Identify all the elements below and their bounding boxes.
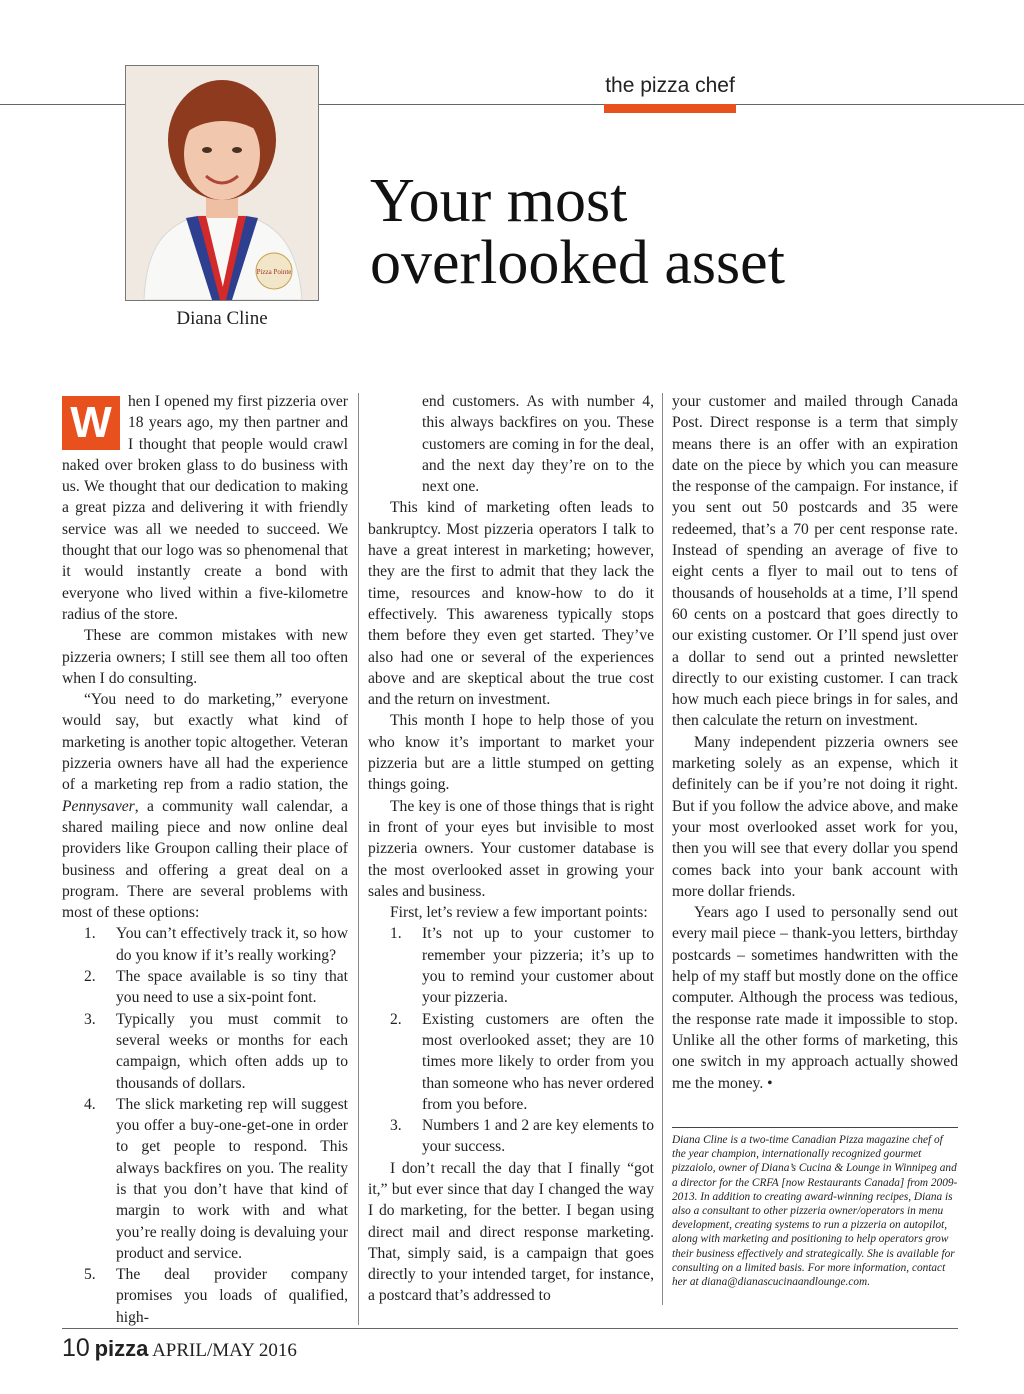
issue-date: APRIL/MAY 2016	[152, 1340, 297, 1361]
article-column-2	[368, 391, 654, 1307]
magazine-name: pizza	[94, 1336, 149, 1361]
list-item	[62, 966, 348, 1009]
paragraph-7: First, let’s review a few important points:	[390, 904, 648, 922]
list-number: 3.	[84, 1010, 96, 1028]
list-text: It’s not up to your customer to remember your pizzeria; it’s up to you to remind your customer about your pizzeria.	[422, 925, 654, 1007]
list-item	[62, 1094, 348, 1264]
list-text: The slick marketing rep will suggest you offer a buy-one-get-one in order to get people to respond. This always backfires on you. The reality is that you don’t have that kind of margin to work with and what you’re really doing is devaluing your product and service.	[116, 1095, 348, 1262]
list-number: 1.	[390, 925, 402, 943]
list-item	[368, 1009, 654, 1115]
list-number: 2.	[390, 1010, 402, 1028]
list-number: 4.	[84, 1095, 96, 1113]
column-divider	[662, 393, 663, 1305]
list-item	[62, 923, 348, 966]
folio	[62, 1334, 297, 1363]
paragraph-3-text-a: “You need to do marketing,” everyone would say, but exactly what kind of marketing is another topic altogether. Veteran pizzeria owners have all had the experience of a marketing rep from a radio station, the	[62, 691, 348, 794]
list-number: 1.	[84, 925, 96, 943]
section-label: the pizza chef	[605, 74, 735, 97]
paragraph-1-text: hen I opened my first pizzeria over 18 years ago, my then partner and I thought that people would crawl naked over broken glass to do business with us. We thought that our dedication to making a great pizza and delivering it with friendly service was all we needed to succeed. We thought that our logo was so phenomenal that it would instantly create a bond with everyone who lived within a five-kilometre radius of the store.	[62, 393, 348, 623]
page-number: 10	[62, 1334, 90, 1362]
list-continuation: end customers. As with number 4, this always backfires on you. These customers are coming in for the deal, and the next day they’re on to the next one.	[422, 393, 654, 496]
paragraph-1	[62, 391, 348, 625]
list-item	[368, 923, 654, 1008]
section-accent-bar	[604, 104, 736, 113]
paragraph-4: This kind of marketing often leads to bankruptcy. Most pizzeria operators I talk to have a great interest in marketing; however, they are the first to admit that they lack the time, resources and know-how to do it effectively. This awareness typically stops them before they even get started. They’ve also had one or several of the experiences above and are skeptical about the true cost and the return on investment.	[368, 499, 654, 709]
list-text: Typically you must commit to several weeks or months for each campaign, which often adds up to thousands of dollars.	[116, 1010, 348, 1092]
points-list	[368, 923, 654, 1157]
column-divider	[358, 393, 359, 1325]
list-text: The space available is so tiny that you need to use a six-point font.	[116, 968, 348, 1007]
pennysaver-italic: Pennysaver	[62, 797, 135, 815]
author-caption: Diana Cline	[176, 308, 268, 329]
headline	[370, 167, 930, 297]
photo-logo-text: Pizza Pointe	[256, 268, 292, 276]
list-text: Numbers 1 and 2 are key elements to your success.	[422, 1117, 654, 1156]
paragraph-6: The key is one of those things that is right in front of your eyes but invisible to most pizzeria owners. Your customer database is the most overlooked asset in growing your sales and business.	[368, 797, 654, 900]
list-text: The deal provider company promises you loads of qualified, high-	[116, 1266, 348, 1326]
bio-rule	[672, 1127, 958, 1128]
paragraph-3	[62, 689, 348, 923]
paragraph-10: Years ago I used to personally send out every mail piece – thank-you letters, birthday postcards – sometimes handwritten with the help of my staff but mostly done on the office computer. Although the process was tedious, the response rate made it impossible to stop. Unlike all the other forms of marketing, this one switch in my approach actually showed me the money. •	[672, 904, 958, 1092]
list-number: 5.	[84, 1266, 96, 1284]
author-photo	[125, 65, 319, 301]
list-number: 2.	[84, 968, 96, 986]
list-text: Existing customers are often the most overlooked asset; they are 10 times more likely to order from you than someone who has never ordered from you before.	[422, 1010, 654, 1113]
paragraph-8: I don’t recall the day that I finally “got it,” but ever since that day I changed the way I do marketing, for the better. I began using direct mail and direct response marketing. That, simply said, is a campaign that goes directly to your intended target, for instance, a postcard that’s addressed to	[368, 1159, 654, 1305]
list-number: 3.	[390, 1117, 402, 1135]
list-item	[62, 1009, 348, 1094]
drop-cap: W	[62, 396, 120, 450]
headline-line-1: Your most	[370, 167, 628, 235]
author-bio: Diana Cline is a two-time Canadian Pizza magazine chef of the year champion, internationally recognized gourmet pizzaiolo, owner of Diana’s Cucina & Lounge in Winnipeg and a director for the CRFA [now Restaurants Canada] from 2009-2013. In addition to creating award-winning recipes, Diana is also a consultant to other pizzeria owner/operators in menu development, creating systems to run a pizzeria on autopilot, along with marketing and positioning to help operators grow their business effectively and strategically. She is available for consulting on a limited basis. For more information, contact her at diana@dianascucinaandlounge.com.	[672, 1134, 958, 1289]
list-item	[62, 1264, 348, 1328]
paragraph-continuation: your customer and mailed through Canada Post. Direct response is a term that simply means there is an offer with an expiration date on the piece by which you can measure the response of the campaign. For instance, if you sent out 50 postcards and 35 were redeemed, that’s a 70 per cent response rate. Instead of spending an average of five to eight cents a flyer to mail out to tens of thousands of households at a time, I’ll spend 60 cents on a postcard that goes directly to our existing customer. Or I’ll spend just over a dollar to send out a printed newsletter directly to our existing customer. I can track how much each piece brings in for sales, and then calculate the return on investment.	[672, 393, 958, 730]
paragraph-5: This month I hope to help those of you who know it’s important to market your pizzeria but are a little stumped on getting things going.	[368, 712, 654, 794]
article-column-1	[62, 391, 348, 1328]
footer-rule	[62, 1328, 958, 1329]
headline-line-2: overlooked asset	[370, 229, 785, 297]
paragraph-9: Many independent pizzeria owners see marketing solely as an expense, which it definitely can be if you’re not doing it right. But if you follow the advice above, and make your most overlooked asset work for you, then you will see that every dollar you spend comes back into your bank account with more dollar friends.	[672, 733, 958, 900]
paragraph-3-text-b: , a community wall calendar, a shared mailing piece and now online deal providers like Groupon calling their place of business and offering a great deal on a program. There are several problems with most of these options:	[62, 797, 348, 922]
article-column-3	[672, 391, 958, 1094]
paragraph-2: These are common mistakes with new pizzeria owners; I still see them all too often when I do consulting.	[62, 627, 348, 687]
problems-list	[62, 923, 348, 1328]
list-item	[368, 1115, 654, 1158]
list-text: You can’t effectively track it, so how do you know if it’s really working?	[116, 925, 348, 964]
